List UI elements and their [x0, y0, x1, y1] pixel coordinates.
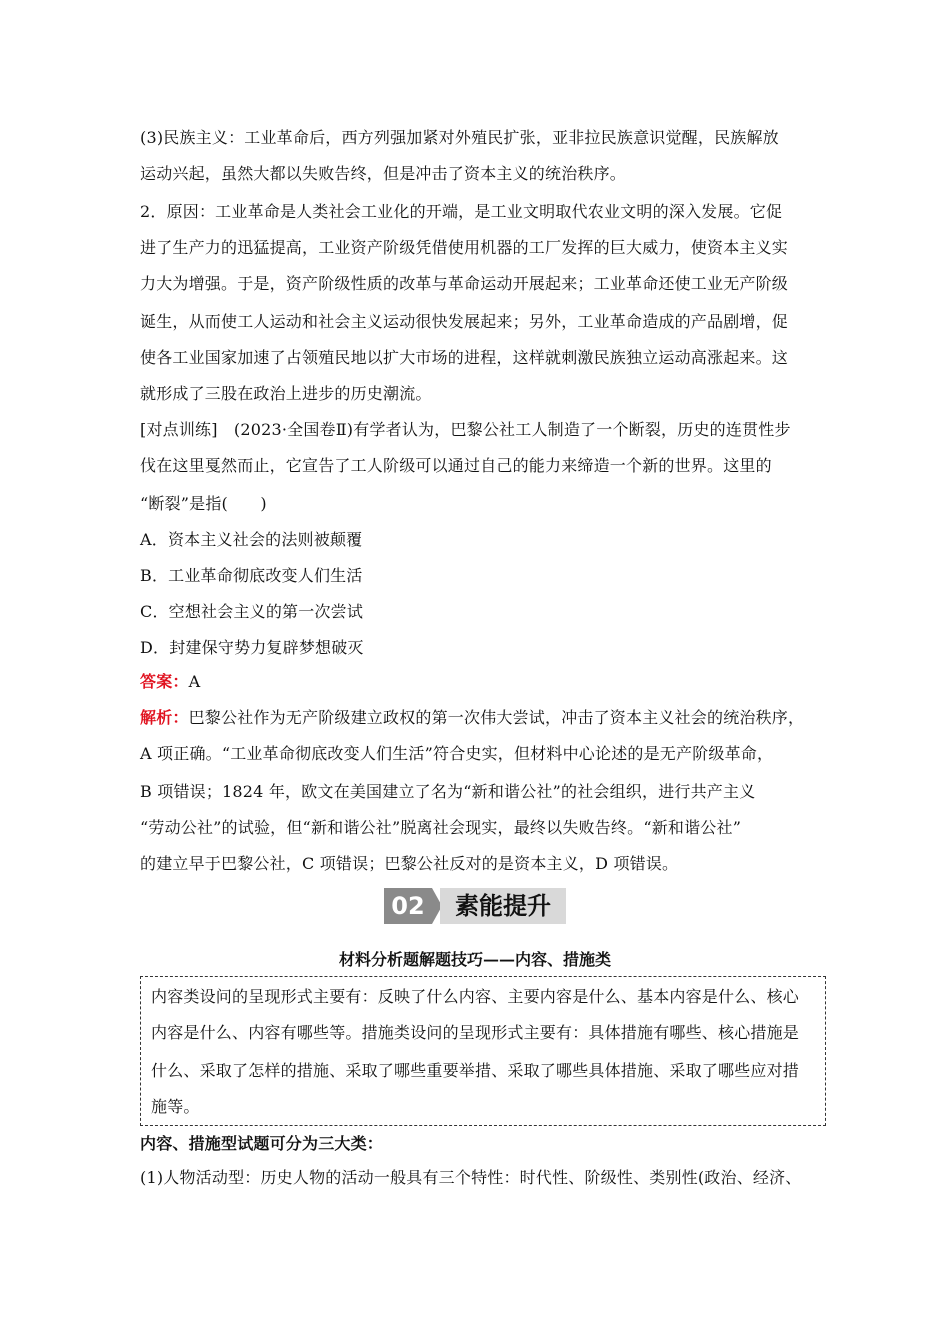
paragraph-line: 力大为增强。于是，资产阶级性质的改革与革命运动开展起来；工业革命还使工业无产阶级 [140, 274, 789, 293]
paragraph-line: 运动兴起，虽然大都以失败告终，但是冲击了资本主义的统治秩序。 [140, 164, 627, 183]
paragraph-line: 就形成了三股在政治上进步的历史潮流。 [140, 384, 432, 403]
paragraph-line: 使各工业国家加速了占领殖民地以扩大市场的进程，这样就刺激民族独立运动高涨起来。这 [140, 348, 789, 367]
analysis-line: B 项错误；1824 年，欧文在美国建立了名为“新和谐公社”的社会组织，进行共产主义 [140, 782, 756, 801]
badge-number: 02 [384, 888, 432, 924]
option-b: B．工业革命彻底改变人们生活 [140, 566, 363, 585]
paragraph-line: (3)民族主义：工业革命后，西方列强加紧对外殖民扩张，亚非拉民族意识觉醒，民族解放 [140, 128, 779, 147]
question-line: 伐在这里戛然而止，它宣告了工人阶级可以通过自己的能力来缔造一个新的世界。这里的 [140, 456, 772, 475]
analysis-text: 巴黎公社作为无产阶级建立政权的第一次伟大尝试，冲击了资本主义社会的统治秩序， [188, 708, 805, 727]
section-badge [384, 886, 566, 926]
analysis-line: “劳动公社”的试验，但“新和谐公社”脱离社会现实，最终以失败告终。“新和谐公社” [140, 818, 742, 837]
tips-line: 施等。 [151, 1097, 200, 1116]
answer-value: A [188, 672, 201, 691]
answer-label: 答案： [140, 672, 189, 691]
tips-box [140, 976, 826, 1126]
paragraph-line: 诞生，从而使工人运动和社会主义运动很快发展起来；另外，工业革命造成的产品剧增，促 [140, 312, 789, 331]
badge-label: 素能提升 [440, 888, 566, 924]
analysis-label: 解析： [140, 708, 189, 727]
paragraph-line: 进了生产力的迅猛提高，工业资产阶级凭借使用机器的工厂发挥的巨大威力，使资本主义实 [140, 238, 789, 257]
option-c: C．空想社会主义的第一次尝试 [140, 602, 364, 621]
paragraph-line: (1)人物活动型：历史人物的活动一般具有三个特性：时代性、阶级性、类别性(政治、经济、 [140, 1168, 802, 1187]
tips-line: 什么、采取了怎样的措施、采取了哪些重要举措、采取了哪些具体措施、采取了哪些应对措 [151, 1061, 800, 1080]
tips-line: 内容是什么、内容有哪些等。措施类设问的呈现形式主要有：具体措施有哪些、核心措施是 [151, 1023, 800, 1042]
option-d: D．封建保守势力复辟梦想破灭 [140, 638, 364, 657]
answer-line [140, 672, 200, 692]
question-line: [对点训练] (2023·全国卷Ⅱ)有学者认为，巴黎公社工人制造了一个断裂，历史的连贯性步 [140, 420, 791, 439]
analysis-line: 的建立早于巴黎公社，C 项错误；巴黎公社反对的是资本主义，D 项错误。 [140, 854, 679, 873]
option-a: A．资本主义社会的法则被颠覆 [140, 530, 363, 549]
section-title: 材料分析题解题技巧——内容、措施类 [338, 950, 611, 969]
analysis-line: A 项正确。“工业革命彻底改变人们生活”符合史实，但材料中心论述的是无产阶级革命， [140, 744, 774, 763]
tips-line: 内容类设问的呈现形式主要有：反映了什么内容、主要内容是什么、基本内容是什么、核心 [151, 987, 800, 1006]
category-heading: 内容、措施型试题可分为三大类： [140, 1134, 384, 1153]
question-line: “断裂”是指( ) [140, 494, 267, 513]
analysis-line [140, 708, 804, 728]
paragraph-line: 2．原因：工业革命是人类社会工业化的开端，是工业文明取代农业文明的深入发展。它促 [140, 202, 783, 221]
